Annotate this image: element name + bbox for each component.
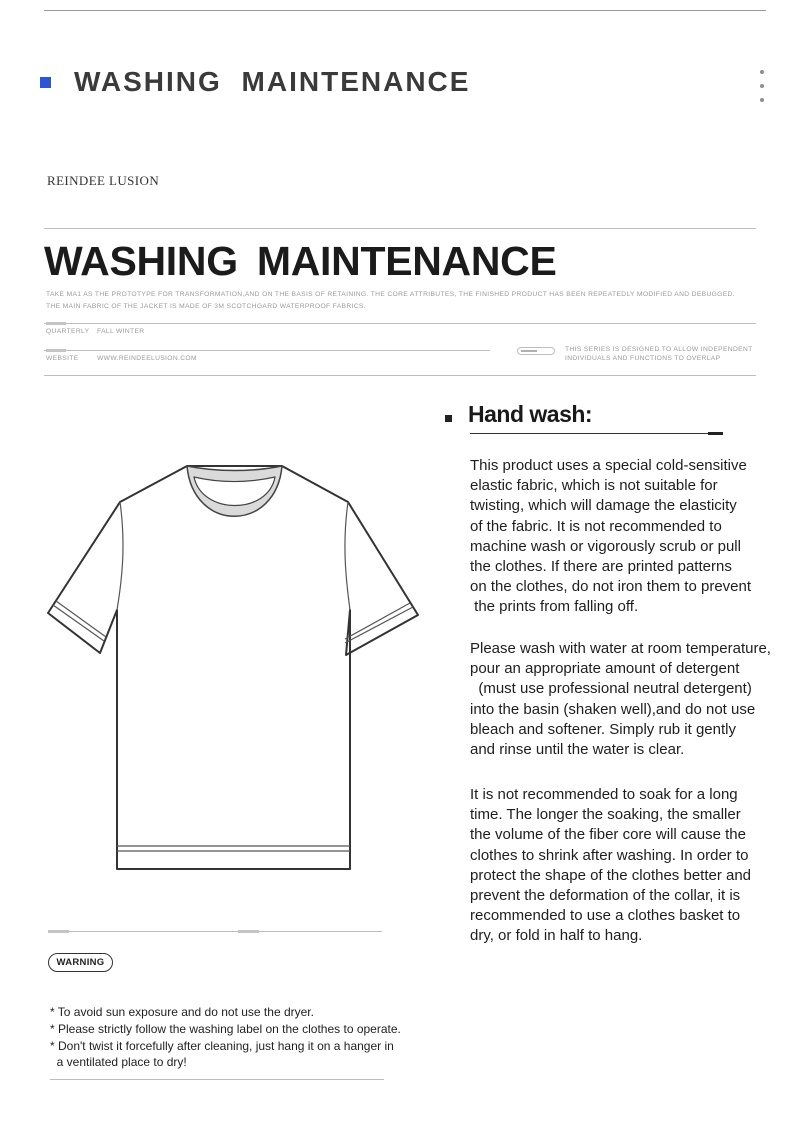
banner-divider-2 xyxy=(44,350,490,351)
hand-wash-title: Hand wash: xyxy=(468,401,593,427)
banner-description-line1: TAKE MA1 AS THE PROTOTYPE FOR TRANSFORMATION,AND ON THE BASIS OF RETAINING. THE CORE ATTRIBUTES, THE FINISHED PRODUCT HAS BEEN REPEATEDLY MODIFIED AND DEBUGGED. xyxy=(46,291,735,298)
banner-description-line2: THE MAIN FABRIC OF THE JACKET IS MADE OF 3M SCOTCHGARD WATERPROOF FABRICS. xyxy=(46,303,366,310)
banner-title: WASHING MAINTENANCE xyxy=(44,238,557,284)
vertical-dots-icon[interactable] xyxy=(760,70,768,112)
website-label: WEBSITE xyxy=(46,355,79,362)
warning-badge: WARNING xyxy=(48,953,113,972)
quarterly-value: FALL WINTER xyxy=(97,328,145,335)
brand-name: REINDEE LUSION xyxy=(47,173,160,188)
hand-wash-paragraph-1: This product uses a special cold-sensitive elastic fabric, which is not suitable for twisting, which will damage the elasticity of the fabric. It is not recommended to machine wash or vigorously scrub or pull the clothes. If there are printed patterns on the clothes, do not iron them to prevent the prints from falling off. xyxy=(470,457,752,616)
warning-accent-bar-left xyxy=(48,930,69,933)
brand-divider xyxy=(44,228,756,229)
t-shirt-icon xyxy=(40,455,424,875)
section-marker-icon xyxy=(40,77,51,88)
warning-divider-bottom xyxy=(50,1079,384,1080)
banner-divider-1 xyxy=(44,323,756,324)
section-title: WASHING MAINTENANCE xyxy=(74,66,471,97)
hand-wash-underline-cap xyxy=(708,432,723,435)
top-divider xyxy=(44,10,766,11)
banner-divider-3 xyxy=(44,375,756,376)
warning-divider-top xyxy=(48,931,382,932)
warning-accent-bar-mid xyxy=(238,930,259,933)
website-value[interactable]: WWW.REINDEELUSION.COM xyxy=(97,355,197,362)
series-note-line2: INDIVIDUALS AND FUNCTIONS TO OVERLAP xyxy=(565,355,721,362)
website-accent-bar xyxy=(46,349,66,352)
warning-notes: * To avoid sun exposure and do not use the dryer. * Please strictly follow the washing label on the clothes to operate. * Don't twist it forcefully after cleaning, just hang it on a hanger in a ventilated place to dry! xyxy=(50,1005,401,1070)
hand-wash-paragraph-2: Please wash with water at room temperature, pour an appropriate amount of detergent (must use professional neutral detergent) into the basin (shaken well),and do not use bleach and softener. Simply rub it gently and rinse until the water is clear. xyxy=(470,640,771,759)
toggle-pill-icon xyxy=(517,347,555,355)
series-note-line1: THIS SERIES IS DESIGNED TO ALLOW INDEPENDENT xyxy=(565,346,753,353)
hand-wash-paragraph-3: It is not recommended to soak for a long time. The longer the soaking, the smaller the volume of the fiber core will cause the clothes to shrink after washing. In order to protect the shape of the clothes better and prevent the deformation of the collar, it is recommended to use a clothes basket to dry, or fold in half to hang. xyxy=(470,786,752,945)
hand-wash-bullet-icon xyxy=(445,415,452,422)
hand-wash-underline xyxy=(470,433,722,434)
quarterly-label: QUARTERLY xyxy=(46,328,90,335)
quarterly-accent-bar xyxy=(46,322,66,325)
